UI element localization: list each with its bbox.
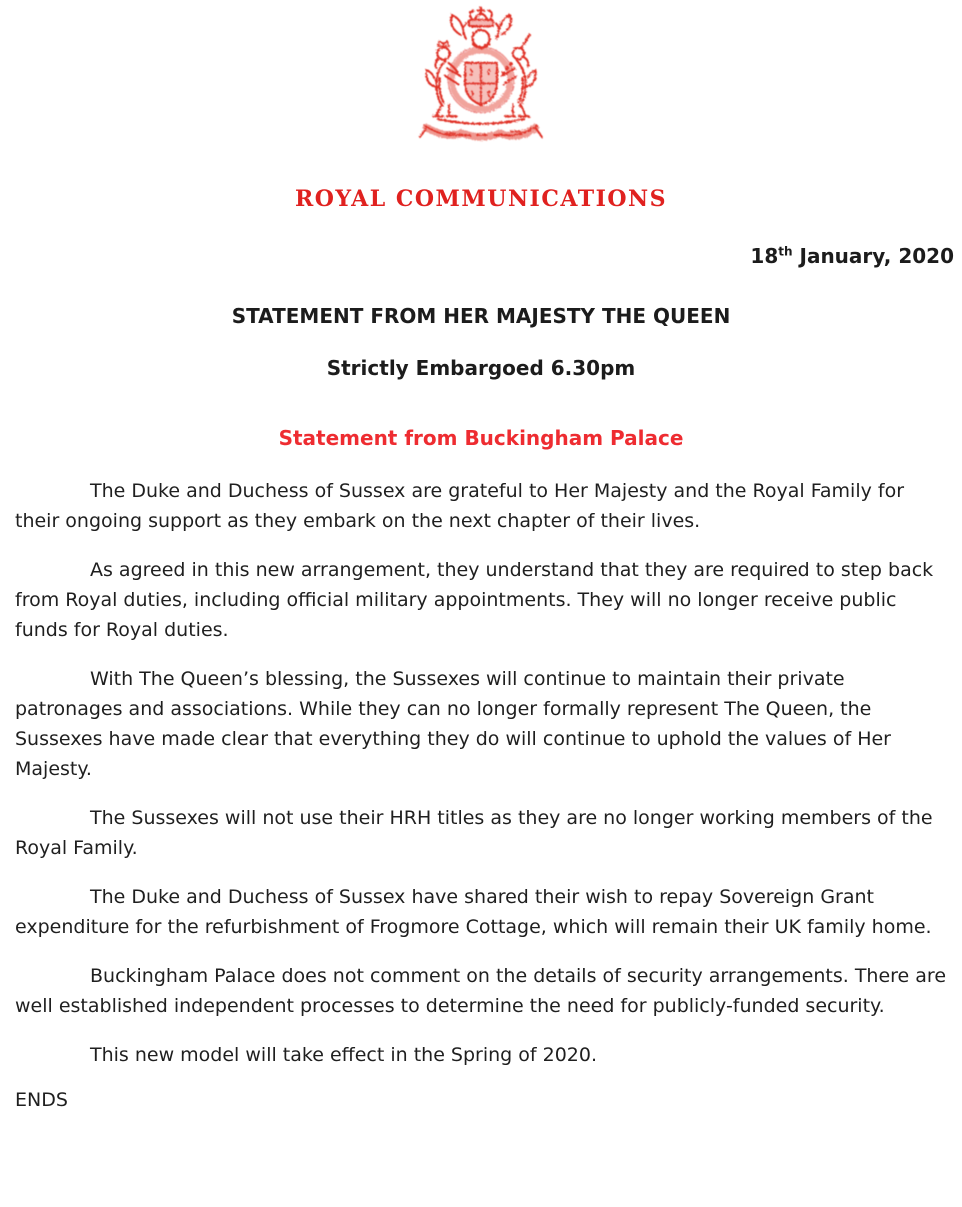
embargo-line: Strictly Embargoed 6.30pm: [326, 356, 636, 380]
date-ordinal: th: [778, 244, 793, 259]
royal-crest-icon: [406, 2, 556, 150]
date-day: 18: [750, 244, 779, 268]
date-line: [0, 244, 962, 268]
paragraph: With The Queen’s blessing, the Sussexes will continue to maintain their private patronages and associations. While they can no longer formally represent The Queen, the Sussexes have made clear that everything they do will continue to uphold the values of Her Majesty.: [15, 668, 891, 780]
paragraph: As agreed in this new arrangement, they understand that they are required to step back from Royal duties, including official military appointments. They will no longer receive public funds for Royal duties.: [15, 559, 934, 641]
paragraph: The Sussexes will not use their HRH titles as they are no longer working members of the Royal Family.: [15, 807, 933, 859]
paragraph: The Duke and Duchess of Sussex have shared their wish to repay Sovereign Grant expenditure for the refurbishment of Frogmore Cottage, which will remain their UK family home.: [15, 886, 932, 938]
statement-subtitle: Statement from Buckingham Palace: [278, 426, 684, 450]
paragraph: The Duke and Duchess of Sussex are grateful to Her Majesty and the Royal Family for their ongoing support as they embark on the next chapter of their lives.: [15, 480, 905, 532]
statement-title: STATEMENT FROM HER MAJESTY THE QUEEN: [231, 304, 731, 328]
ends-label: ENDS: [15, 1089, 68, 1111]
org-title: ROYAL COMMUNICATIONS: [294, 186, 668, 212]
document-body: [0, 476, 962, 1070]
paragraph: This new model will take effect in the Spring of 2020.: [90, 1044, 598, 1066]
paragraph: Buckingham Palace does not comment on the details of security arrangements. There are well established independent processes to determine the need for publicly-funded security.: [15, 965, 947, 1017]
date-rest: January, 2020: [792, 244, 954, 268]
